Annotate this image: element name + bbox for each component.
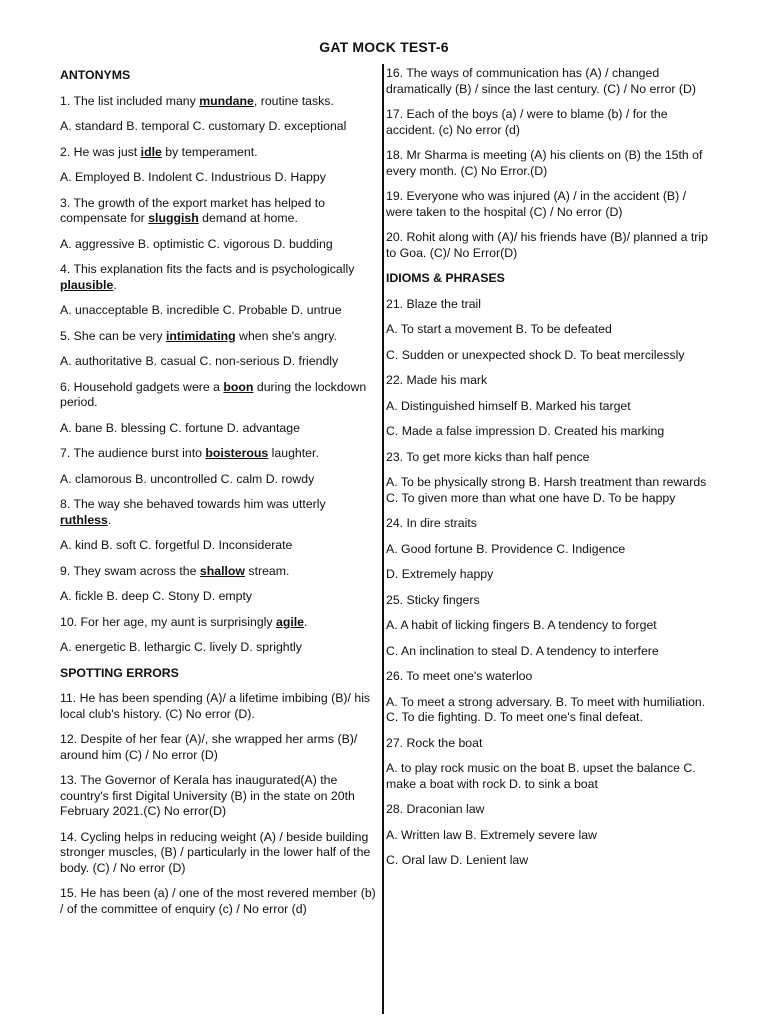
question-fragment: 10. For her age, my aunt is surprisingly xyxy=(60,614,276,629)
question-text xyxy=(60,446,378,462)
question-text xyxy=(60,732,378,763)
question-fragment: stream. xyxy=(245,563,290,578)
question-text xyxy=(60,564,378,580)
answer-options: A. unacceptable B. incredible C. Probable D. untrue xyxy=(60,303,342,317)
keyword: boon xyxy=(223,379,254,394)
answer-options: A. Written law B. Extremely severe law xyxy=(386,827,597,842)
question-fragment: 3. The growth of the export market has helped to compensate for xyxy=(60,195,325,225)
question-fragment: 14. Cycling helps in reducing weight (A) / beside building stronger muscles, (B) / particularly in the lower half of the body. (C) / No error (D) xyxy=(60,829,371,875)
keyword: ruthless xyxy=(60,512,108,527)
answer-options: C. Oral law D. Lenient law xyxy=(386,853,529,867)
question-text xyxy=(386,736,710,752)
section-heading: ANTONYMS xyxy=(60,68,131,82)
question-text xyxy=(386,450,710,466)
answer-options: A. Distinguished himself B. Marked his target xyxy=(386,398,631,413)
question-text xyxy=(60,497,378,528)
question-text xyxy=(60,691,378,722)
keyword: plausible xyxy=(60,277,114,292)
question-text xyxy=(60,94,378,110)
section-heading: IDIOMS & PHRASES xyxy=(386,271,505,285)
left-column xyxy=(60,66,378,927)
question-fragment: 4. This explanation fits the facts and is psychologically xyxy=(60,262,355,276)
keyword: agile xyxy=(275,614,305,629)
question-fragment: when she's angry. xyxy=(235,328,337,343)
answer-options: D. Extremely happy xyxy=(386,567,494,581)
question-fragment: 5. She can be very xyxy=(60,328,166,343)
question-fragment: . xyxy=(107,512,112,527)
question-text xyxy=(386,802,710,818)
answer-options: C. Made a false impression D. Created his marking xyxy=(386,424,665,438)
question-fragment: demand at home. xyxy=(198,211,298,225)
question-fragment: 26. To meet one's waterloo xyxy=(386,669,533,683)
question-fragment: 12. Despite of her fear (A)/, she wrapped her arms (B)/ around him (C) / No error (D) xyxy=(60,732,358,762)
question-fragment: 16. The ways of communication has (A) / changed dramatically (B) / since the last century. (C) / No error (D) xyxy=(386,66,696,96)
question-fragment: . xyxy=(304,614,308,629)
question-fragment: 2. He was just xyxy=(60,144,141,159)
question-fragment: 18. Mr Sharma is meeting (A) his clients on (B) the 15th of every month. (C) No Error.(D) xyxy=(386,148,703,178)
answer-options: A. bane B. blessing C. fortune D. advantage xyxy=(60,420,300,435)
question-text xyxy=(386,107,710,138)
question-fragment: 24. In dire straits xyxy=(386,516,477,530)
question-fragment: 27. Rock the boat xyxy=(386,735,483,750)
question-text xyxy=(60,773,378,820)
answer-options: A. energetic B. lethargic C. lively D. sprightly xyxy=(60,640,302,654)
answer-options: A. standard B. temporal C. customary D. exceptional xyxy=(60,119,347,133)
answer-options: C. Sudden or unexpected shock D. To beat mercilessly xyxy=(386,347,685,362)
question-text xyxy=(386,297,710,313)
keyword: mundane xyxy=(199,93,254,108)
section-heading: SPOTTING ERRORS xyxy=(60,665,179,680)
question-fragment: 13. The Governor of Kerala has inaugurated(A) the country's first Digital University (B) in the state on 20th February 2021.(C) No error(D) xyxy=(60,773,355,818)
keyword: intimidating xyxy=(165,328,236,343)
question-fragment: laughter. xyxy=(268,446,319,460)
question-fragment: 7. The audience burst into xyxy=(60,446,206,460)
answer-options: A. clamorous B. uncontrolled C. calm D. rowdy xyxy=(60,471,315,486)
answer-options: A. to play rock music on the boat B. upset the balance C. make a boat with rock D. to sink a boat xyxy=(386,761,696,791)
question-fragment: , routine tasks. xyxy=(253,93,334,108)
question-fragment: 11. He has been spending (A)/ a lifetime imbibing (B)/ his local club's history. (C) No error (D). xyxy=(60,691,371,721)
answer-options: A. aggressive B. optimistic C. vigorous D. budding xyxy=(60,236,333,251)
answer-options: A. Employed B. Indolent C. Industrious D. Happy xyxy=(60,170,326,184)
question-fragment: 23. To get more kicks than half pence xyxy=(386,449,590,464)
answer-options: A. fickle B. deep C. Stony D. empty xyxy=(60,589,253,603)
question-fragment: 21. Blaze the trail xyxy=(386,296,482,311)
question-fragment: 15. He has been (a) / one of the most revered member (b) / of the committee of enquiry (c) / No error (d) xyxy=(60,886,376,916)
question-text xyxy=(60,615,378,631)
keyword: sluggish xyxy=(148,211,199,225)
question-text xyxy=(386,230,710,261)
question-text xyxy=(386,148,710,179)
question-fragment: 28. Draconian law xyxy=(386,802,485,816)
answer-options: A. Good fortune B. Providence C. Indigence xyxy=(386,541,626,556)
answer-options: C. An inclination to steal D. A tendency to interfere xyxy=(386,643,659,658)
keyword: boisterous xyxy=(205,446,269,460)
question-text xyxy=(60,329,378,345)
keyword: idle xyxy=(140,144,162,159)
question-text xyxy=(60,145,378,161)
question-text xyxy=(386,516,710,532)
keyword: shallow xyxy=(199,563,245,578)
page-title: GAT MOCK TEST-6 xyxy=(319,39,449,55)
question-text xyxy=(60,830,378,877)
question-fragment: during the lockdown period. xyxy=(60,379,367,409)
question-text xyxy=(60,262,378,293)
question-fragment: 8. The way she behaved towards him was utterly xyxy=(60,497,326,511)
question-fragment: 19. Everyone who was injured (A) / in the accident (B) / were taken to the hospital (C) / No error (D) xyxy=(386,189,687,219)
question-text xyxy=(386,66,710,97)
question-text xyxy=(60,380,378,411)
answer-options: A. authoritative B. casual C. non-serious D. friendly xyxy=(60,354,339,368)
question-fragment: 9. They swam across the xyxy=(60,563,200,578)
question-text xyxy=(386,373,710,389)
question-text xyxy=(60,196,378,227)
question-fragment: 22. Made his mark xyxy=(386,373,488,387)
question-text xyxy=(386,593,710,609)
question-fragment: . xyxy=(113,277,117,292)
question-fragment: 6. Household gadgets were a xyxy=(60,379,224,394)
answer-options: A. To be physically strong B. Harsh treatment than rewards C. To given more than what one have D. To be happy xyxy=(386,475,707,505)
question-fragment: 25. Sticky fingers xyxy=(386,592,480,607)
question-text xyxy=(60,886,378,917)
column-divider xyxy=(382,64,384,1014)
answer-options: A. To meet a strong adversary. B. To meet with humiliation. C. To die fighting. D. To meet one's final defeat. xyxy=(386,694,706,724)
question-fragment: by temperament. xyxy=(161,144,258,159)
answer-options: A. A habit of licking fingers B. A tendency to forget xyxy=(386,618,657,632)
question-fragment: 1. The list included many xyxy=(60,93,200,108)
question-text xyxy=(386,189,710,220)
answer-options: A. kind B. soft C. forgetful D. Inconsiderate xyxy=(60,538,293,552)
right-column xyxy=(386,66,710,879)
answer-options: A. To start a movement B. To be defeated xyxy=(386,322,612,336)
question-fragment: 17. Each of the boys (a) / were to blame (b) / for the accident. (c) No error (d) xyxy=(386,107,668,137)
question-text xyxy=(386,669,710,685)
question-fragment: 20. Rohit along with (A)/ his friends have (B)/ planned a trip to Goa. (C)/ No Error(D) xyxy=(386,230,708,260)
